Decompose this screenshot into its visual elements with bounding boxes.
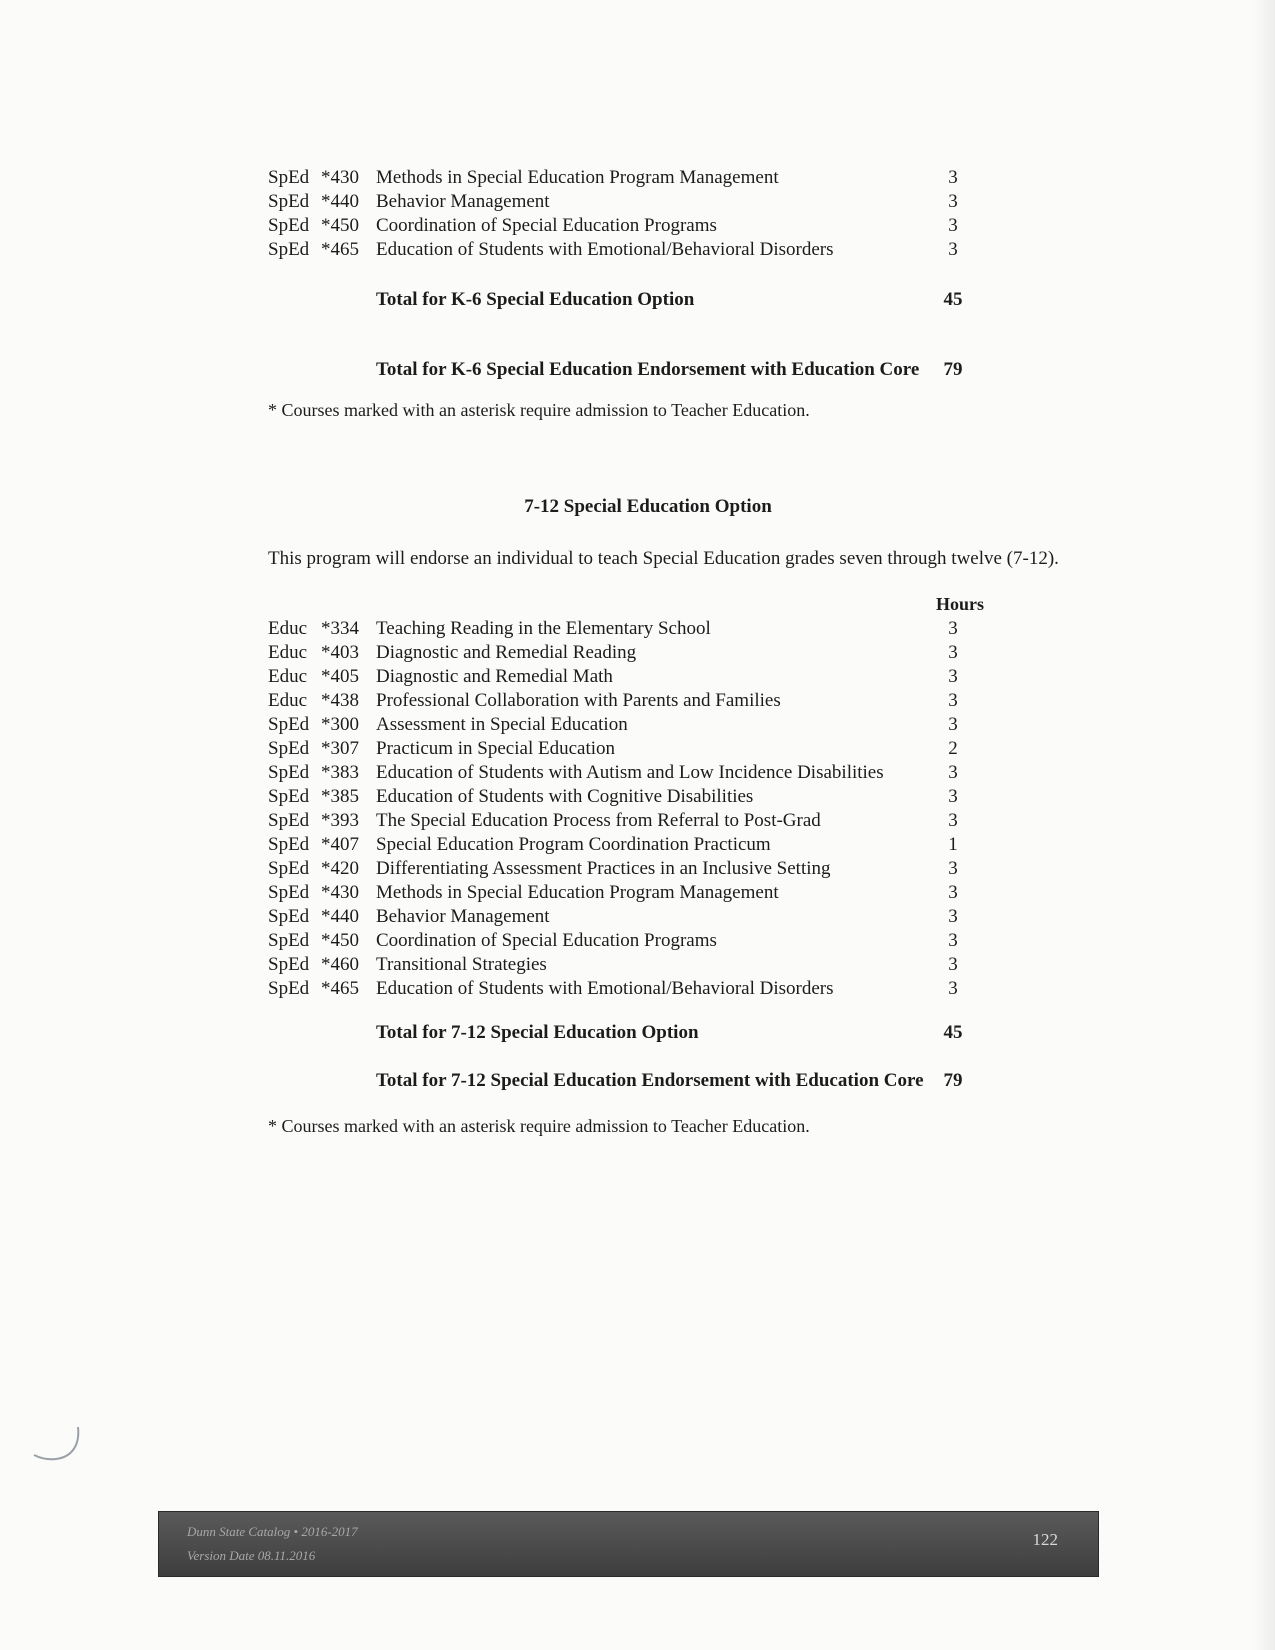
course-row (268, 953, 1028, 977)
course-title: Methods in Special Education Program Management (376, 882, 779, 903)
course-row (268, 190, 1028, 214)
program-intro: This program will endorse an individual to teach Special Education grades seven through twelve (7-12). (268, 548, 1059, 569)
course-dept: SpEd (268, 810, 310, 831)
course-hours: 3 (948, 762, 958, 783)
course-hours: 3 (948, 642, 958, 663)
course-number: *438 (321, 690, 359, 711)
course-number: *465 (321, 239, 359, 260)
course-dept: SpEd (268, 191, 310, 212)
course-row (268, 737, 1028, 761)
course-dept: Educ (268, 666, 308, 687)
course-number: *420 (321, 858, 359, 879)
total-label: Total for 7-12 Special Education Option (376, 1022, 699, 1043)
course-row (268, 809, 1028, 833)
course-hours: 3 (948, 167, 958, 188)
course-hours: 3 (948, 930, 958, 951)
course-title: Coordination of Special Education Programs (376, 215, 717, 236)
course-row (268, 881, 1028, 905)
total-label: Total for K-6 Special Education Option (376, 289, 695, 310)
course-dept: SpEd (268, 954, 310, 975)
course-dept: Educ (268, 618, 308, 639)
k6-footnote: * Courses marked with an asterisk require admission to Teacher Education. (268, 400, 810, 420)
course-number: *430 (321, 167, 359, 188)
total-value: 79 (943, 1070, 963, 1091)
course-number: *300 (321, 714, 359, 735)
course-number: *307 (321, 738, 359, 759)
course-hours: 3 (948, 666, 958, 687)
course-hours: 3 (948, 810, 958, 831)
k6-endorsement-total (268, 357, 1028, 383)
course-dept: SpEd (268, 239, 310, 260)
option-7-12-endorsement-total (268, 1068, 1028, 1094)
course-number: *440 (321, 191, 359, 212)
course-row (268, 761, 1028, 785)
hours-column-header: Hours (935, 594, 984, 614)
course-dept: SpEd (268, 762, 310, 783)
course-row (268, 617, 1028, 641)
course-row (268, 833, 1028, 857)
course-title: Teaching Reading in the Elementary School (376, 618, 711, 639)
footer-version-date: Version Date 08.11.2016 (187, 1548, 316, 1563)
course-dept: SpEd (268, 167, 310, 188)
course-title: Diagnostic and Remedial Math (376, 666, 613, 687)
course-title: Diagnostic and Remedial Reading (376, 642, 637, 663)
course-number: *403 (321, 642, 359, 663)
course-row (268, 689, 1028, 713)
course-title: Education of Students with Cognitive Disabilities (376, 786, 754, 807)
course-number: *393 (321, 810, 359, 831)
course-number: *450 (321, 930, 359, 951)
course-number: *450 (321, 215, 359, 236)
course-number: *407 (321, 834, 359, 855)
course-row (268, 857, 1028, 881)
course-number: *385 (321, 786, 359, 807)
course-title: Methods in Special Education Program Management (376, 167, 779, 188)
course-title: Education of Students with Emotional/Behavioral Disorders (376, 239, 834, 260)
course-row (268, 641, 1028, 665)
footer-catalog-title: Dunn State Catalog • 2016-2017 (187, 1524, 358, 1539)
course-row (268, 713, 1028, 737)
course-hours: 3 (948, 858, 958, 879)
course-row (268, 238, 1028, 262)
page-edge-shadow (1253, 0, 1275, 1650)
k6-course-list (268, 166, 1028, 262)
course-hours: 3 (948, 906, 958, 927)
section-heading: 7-12 Special Education Option (524, 496, 772, 517)
course-title: Education of Students with Emotional/Behavioral Disorders (376, 978, 834, 999)
course-row (268, 785, 1028, 809)
course-dept: SpEd (268, 738, 310, 759)
option-7-12-footnote: * Courses marked with an asterisk require admission to Teacher Education. (268, 1116, 810, 1136)
course-dept: SpEd (268, 978, 310, 999)
course-dept: Educ (268, 642, 308, 663)
option-7-12-course-list (268, 617, 1028, 1001)
total-label: Total for 7-12 Special Education Endorsement with Education Core (376, 1070, 924, 1091)
course-row (268, 977, 1028, 1001)
course-hours: 3 (948, 786, 958, 807)
course-title: Differentiating Assessment Practices in an Inclusive Setting (376, 858, 831, 879)
course-dept: SpEd (268, 714, 310, 735)
course-dept: SpEd (268, 834, 310, 855)
course-hours: 1 (948, 834, 958, 855)
course-hours: 3 (948, 618, 958, 639)
course-number: *334 (321, 618, 359, 639)
total-label: Total for K-6 Special Education Endorsement with Education Core (376, 359, 920, 380)
course-number: *440 (321, 906, 359, 927)
course-row (268, 929, 1028, 953)
course-row (268, 214, 1028, 238)
course-number: *460 (321, 954, 359, 975)
course-dept: SpEd (268, 906, 310, 927)
course-dept: Educ (268, 690, 308, 711)
page-number: 122 (1032, 1530, 1058, 1549)
course-hours: 3 (948, 954, 958, 975)
course-dept: SpEd (268, 930, 310, 951)
page-footer (158, 1511, 1099, 1577)
course-title: Professional Collaboration with Parents and Families (376, 690, 781, 711)
course-title: Practicum in Special Education (376, 738, 616, 759)
course-row (268, 905, 1028, 929)
course-hours: 3 (948, 714, 958, 735)
course-title: The Special Education Process from Referral to Post-Grad (376, 810, 821, 831)
course-title: Behavior Management (376, 191, 550, 212)
total-value: 45 (943, 1022, 963, 1043)
course-title: Education of Students with Autism and Low Incidence Disabilities (376, 762, 884, 783)
course-hours: 3 (948, 215, 958, 236)
course-title: Coordination of Special Education Programs (376, 930, 717, 951)
course-hours: 3 (948, 882, 958, 903)
course-hours: 3 (948, 191, 958, 212)
course-dept: SpEd (268, 215, 310, 236)
course-title: Special Education Program Coordination Practicum (376, 834, 771, 855)
course-hours: 2 (948, 738, 958, 759)
course-row (268, 166, 1028, 190)
course-dept: SpEd (268, 882, 310, 903)
course-number: *405 (321, 666, 359, 687)
scan-artifact-mark (26, 1425, 86, 1465)
total-value: 45 (943, 289, 963, 310)
k6-option-total (268, 287, 1028, 313)
course-hours: 3 (948, 978, 958, 999)
course-title: Assessment in Special Education (376, 714, 628, 735)
course-title: Transitional Strategies (376, 954, 547, 975)
course-dept: SpEd (268, 858, 310, 879)
course-number: *430 (321, 882, 359, 903)
course-dept: SpEd (268, 786, 310, 807)
course-hours: 3 (948, 239, 958, 260)
course-hours: 3 (948, 690, 958, 711)
course-title: Behavior Management (376, 906, 550, 927)
course-number: *383 (321, 762, 359, 783)
option-7-12-total (268, 1020, 1028, 1046)
total-value: 79 (943, 359, 963, 380)
course-number: *465 (321, 978, 359, 999)
course-row (268, 665, 1028, 689)
